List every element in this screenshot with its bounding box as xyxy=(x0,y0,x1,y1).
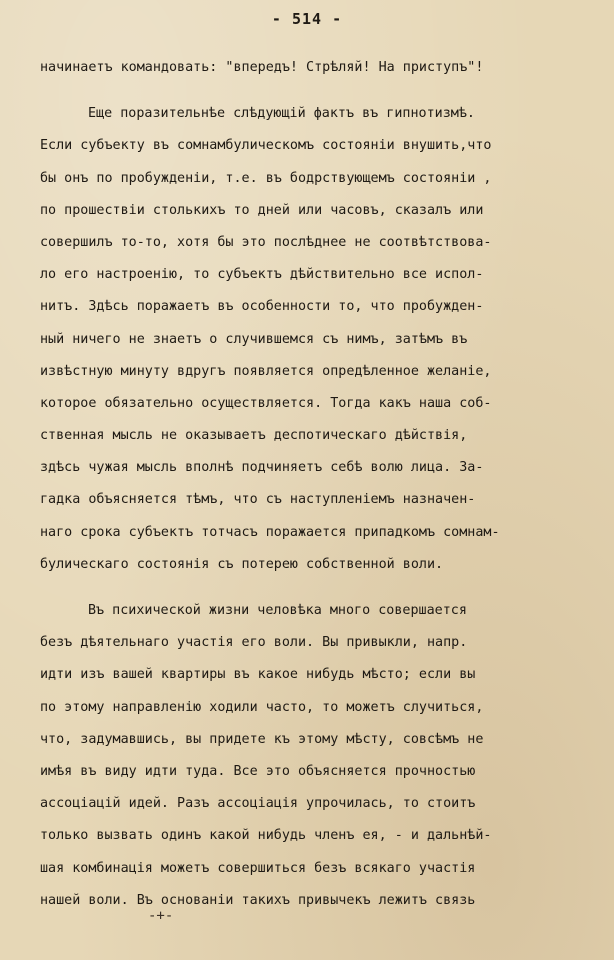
page-number: - 514 - xyxy=(271,10,343,28)
text-line: ный ничего не знаетъ о случившемся съ нимъ, затѣмъ въ xyxy=(40,331,468,347)
text-line: совершилъ то-то, хотя бы это послѣднее не соотвѣтствова- xyxy=(40,234,492,250)
text-line: Если субъекту въ сомнамбулическомъ состояніи внушить,что xyxy=(40,138,492,154)
text-line: безъ дѣятельнаго участія его воли. Вы привыкли, напр. xyxy=(40,635,468,651)
body-text xyxy=(40,52,600,917)
text-line: шая комбинація можетъ совершиться безъ всякаго участія xyxy=(40,860,476,876)
text-line: которое обязательно осуществляется. Тогда какъ наша соб- xyxy=(40,395,492,411)
text-line: ло его настроенію, то субъектъ дѣйствительно все испол- xyxy=(40,267,484,283)
paragraph-gap xyxy=(40,84,600,98)
text-line: начинаетъ командовать: "впередъ! Стрѣляй! На приступъ"! xyxy=(40,60,484,75)
paragraph-gap xyxy=(40,581,600,595)
text-line: Еще поразительнѣе слѣдующій фактъ въ гипнотизмѣ. xyxy=(88,106,475,122)
text-line: нитъ. Здѣсь поражаетъ въ особенности то, что пробужден- xyxy=(40,299,484,315)
text-line: здѣсь чужая мысль вполнѣ подчиняетъ себѣ волю лица. За- xyxy=(40,460,484,476)
text-line: ассоціацій идей. Разъ ассоціація упрочилась, то стоитъ xyxy=(40,796,476,812)
text-line: извѣстную минуту вдругъ появляется опредѣленное желаніе, xyxy=(40,363,492,379)
text-line: имѣя въ виду идти туда. Все это объясняется прочностью xyxy=(40,763,476,779)
text-line: идти изъ вашей квартиры въ какое нибудь мѣсто; если вы xyxy=(40,667,476,683)
text-line: гадка объясняется тѣмъ, что съ наступленіемъ назначен- xyxy=(40,492,476,508)
footer-mark: -+- xyxy=(148,908,174,924)
text-line: бы онъ по пробужденіи, т.е. въ бодрствующемъ состояніи , xyxy=(40,170,492,186)
text-line: булическаго состоянія съ потерею собственной воли. xyxy=(40,556,444,572)
text-line: по этому направленію ходили часто, то можетъ случиться, xyxy=(40,699,484,715)
text-line: по прошествіи столькихъ то дней или часовъ, сказалъ или xyxy=(40,202,484,218)
text-line: нашей воли. Въ основаніи такихъ привычекъ лежитъ связь xyxy=(40,892,476,908)
text-line: что, задумавшись, вы придете къ этому мѣсту, совсѣмъ не xyxy=(40,731,484,747)
text-line: Въ психической жизни человѣка много совершается xyxy=(88,603,467,618)
text-line: наго срока субъектъ тотчасъ поражается припадкомъ сомнам- xyxy=(40,524,500,540)
text-line: ственная мысль не оказываетъ деспотическаго дѣйствія, xyxy=(40,428,468,444)
text-line: только вызвать одинъ какой нибудь членъ ея, - и дальнѣй- xyxy=(40,828,492,844)
